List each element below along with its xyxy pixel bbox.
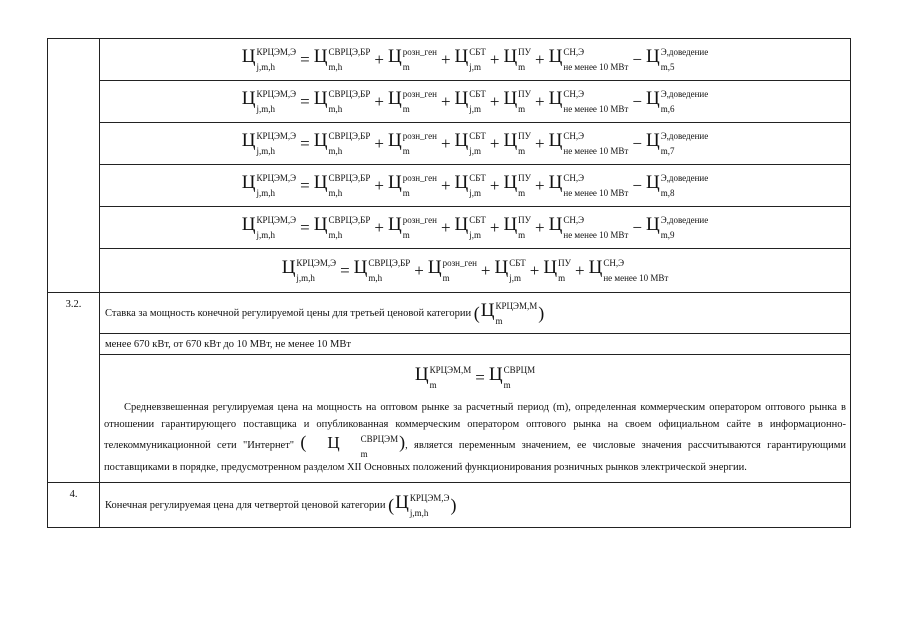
formula-row: Ц КРЦЭМ,Э j,m,h = Ц СВРЦЭ,БР m,h + Ц розн_ген m + Ц СБТ j,m + Ц ПУ m + Ц СН,Э не менее 10 МВт − Ц Э,доведение m,9 (100, 206, 850, 248)
section-3-2-ranges: менее 670 кВт, от 670 кВт до 10 МВт, не менее 10 МВт (100, 333, 850, 354)
formula-row-final: Ц КРЦЭМ,Э j,m,h = Ц СВРЦЭ,БР m,h + Ц розн_ген m + Ц СБТ j,m + Ц ПУ m + Ц СН,Э не менее 10 МВт (100, 248, 850, 292)
tariff-table (47, 38, 851, 528)
section-4-number: 4. (48, 483, 100, 528)
section-3-2-title: Ставка за мощность конечной регулируемой цены для третьей ценовой категории ( Ц КРЦЭМ,М m ) (105, 299, 545, 326)
row-number-empty (48, 39, 100, 293)
section-4-title: Конечная регулируемая цена для четвертой ценовой категории ( Ц КРЦЭМ,Э j,m,h ) (105, 491, 457, 518)
section-3-2-number: 3.2. (48, 293, 100, 483)
section-4-content (100, 483, 851, 528)
section-4-row (48, 483, 851, 528)
formula-block-row (48, 39, 851, 293)
formula-row: Ц КРЦЭМ,Э j,m,h = Ц СВРЦЭ,БР m,h + Ц розн_ген m + Ц СБТ j,m + Ц ПУ m + Ц СН,Э не менее 10 МВт − Ц Э,доведение m,6 (100, 80, 850, 122)
formula-row: Ц КРЦЭМ,Э j,m,h = Ц СВРЦЭ,БР m,h + Ц розн_ген m + Ц СБТ j,m + Ц ПУ m + Ц СН,Э не менее 10 МВт − Ц Э,доведение m,7 (100, 122, 850, 164)
section-3-2-formula-cell (100, 354, 850, 482)
formula-row: Ц КРЦЭМ,Э j,m,h = Ц СВРЦЭ,БР m,h + Ц розн_ген m + Ц СБТ j,m + Ц ПУ m + Ц СН,Э не менее 10 МВт − Ц Э,доведение m,5 (241, 46, 709, 72)
formula-row: Ц КРЦЭМ,Э j,m,h = Ц СВРЦЭ,БР m,h + Ц розн_ген m + Ц СБТ j,m + Ц ПУ m + Ц СН,Э не менее 10 МВт − Ц Э,доведение m,8 (100, 164, 850, 206)
section-3-2-content (100, 293, 851, 483)
formula-block (100, 39, 851, 293)
section-3-2-formula: Ц КРЦЭМ,М m = Ц СВРЦМ m (414, 363, 536, 390)
section-3-2-description: Средневзвешенная регулируемая цена на мощность на оптовом рынке за расчетный период (m), определенная коммерческим оператором оптового рынка в отношении гарантирующего поставщика и опубликованная коммерческим оператором оптового рынка на своем официальном сайте в информационно-телекоммуникационной сети "Интернет" ( Ц СВРЦЭМ m ), является переменным значением, ее числовые значения рассчитываются гарантирующими поставщиками в порядке, предусмотренном разделом XII Основных положений функционирования розничных рынков электрической энергии. (104, 402, 847, 473)
section-3-2-row (48, 293, 851, 483)
